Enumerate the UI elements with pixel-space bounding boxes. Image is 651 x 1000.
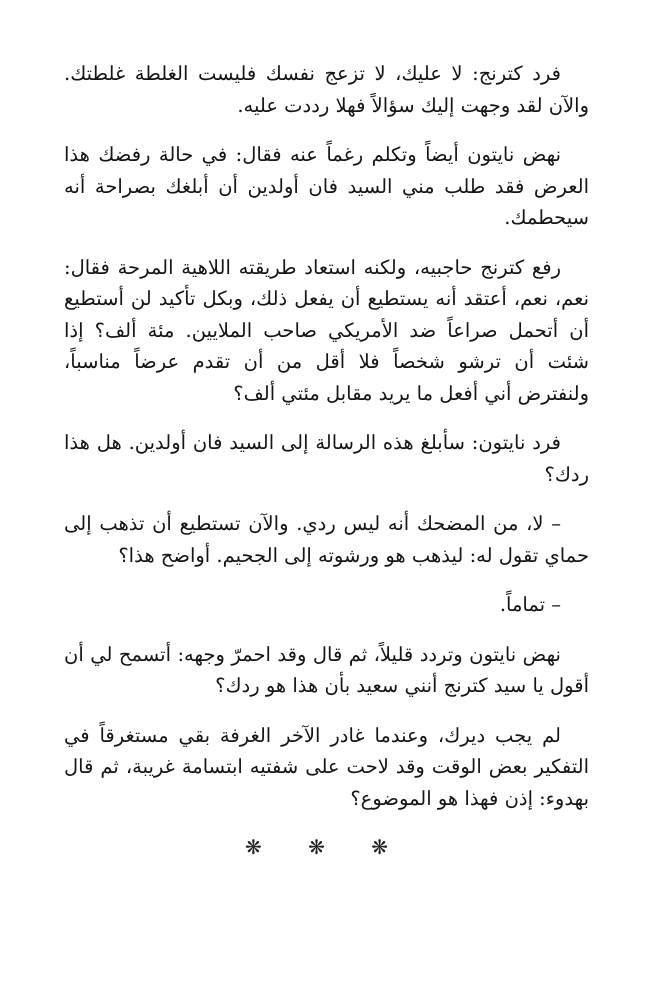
paragraph-8: لم يجب ديرك، وعندما غادر الآخر الغرفة بقي مستغرقاً في التفكير بعض الوقت وقد لاحت على شفتيه ابتسامة غريبة، ثم قال بهدوء: إذن فهذا هو الموضوع؟ <box>64 723 589 810</box>
paragraph-5: – لا، من المضحك أنه ليس ردي. والآن تستطيع أن تذهب إلى حماي تقول له: ليذهب هو ورشوته إلى الجحيم. أواضح هذا؟ <box>64 512 589 567</box>
paragraph-2: نهض نايتون أيضاً وتكلم رغماً عنه فقال: في حالة رفضك هذا العرض فقد طلب مني السيد فان أولدين أن أبلغك بصراحة أنه سيحطمك. <box>64 143 589 229</box>
paragraph-4: فرد نايتون: سأبلغ هذه الرسالة إلى السيد فان أولدين. هل هذا ردك؟ <box>64 431 589 486</box>
paragraph-3: رفع كترنج حاجبيه، ولكنه استعاد طريقته اللاهية المرحة فقال: نعم، نعم، أعتقد أنه يستطيع أن يفعل ذلك، وبكل تأكيد لن أستطيع أن أتحمل صراعاً ضد الأمريكي صاحب الملايين. مئة ألف؟ إذا شئت أن ترشو شخصاً فلا أقل من أن تقدم عرضاً مناسباً، ولنفترض أني أفعل ما يريد مقابل مئتي ألف؟ <box>64 255 589 405</box>
paragraph-1: فرد كترنج: لا عليك، لا تزعج نفسك فليست الغلطة غلطتك. والآن لقد وجهت إليك سؤالاً فهلا رددت عليه. <box>64 62 589 117</box>
book-page <box>64 58 589 864</box>
section-separator: ❋ ❋ ❋ <box>245 835 408 859</box>
paragraph-6: – تماماً. <box>499 593 561 616</box>
paragraph-7: نهض نايتون وتردد قليلاً، ثم قال وقد احمرّ وجهه: أتسمح لي أن أقول يا سيد كترنج أنني سعيد بأن هذا هو ردك؟ <box>64 642 589 697</box>
